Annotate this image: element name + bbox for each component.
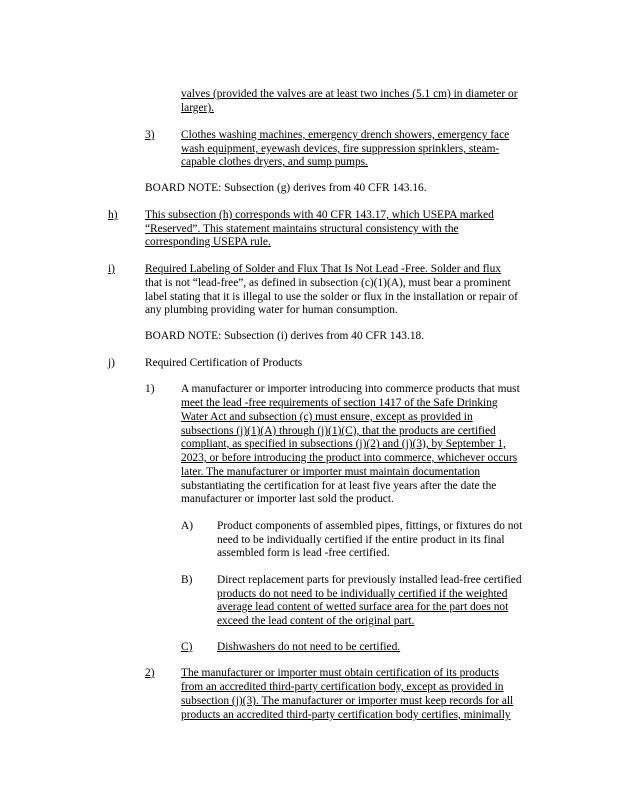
- j-1-line-5: compliant, as specified in subsections (j)(2) and (j)(3), by September 1,: [181, 438, 506, 450]
- i-line-4: any plumbing providing water for human consumption.: [145, 304, 398, 316]
- j-1-A-line-3: assembled form is lead -free certified.: [217, 547, 390, 559]
- g-2-line-2: larger).: [181, 102, 214, 114]
- j-1-C-label: C): [181, 641, 193, 653]
- j-1-B-line-1: Direct replacement parts for previously installed lead-free certified: [217, 574, 522, 586]
- g-board-note: BOARD NOTE: Subsection (g) derives from 40 CFR 143.16.: [145, 182, 427, 194]
- g-3-line-3: capable clothes dryers, and sump pumps.: [181, 156, 368, 168]
- j-1-B-label: B): [181, 574, 193, 586]
- h-line-2: “Reserved”. This statement maintains structural consistency with the: [145, 223, 459, 235]
- g-3-line-1: Clothes washing machines, emergency drench showers, emergency face: [181, 129, 510, 141]
- j-2-line-1: The manufacturer or importer must obtain certification of its products: [181, 667, 499, 679]
- i-label: i): [108, 263, 115, 275]
- j-1-B-line-2: products do not need to be individually certified if the weighted: [217, 588, 508, 600]
- j-1-line-4: subsections (j)(1)(A) through (j)(1)(C), that the products are certified: [181, 425, 496, 437]
- j-1-C-line-1: Dishwashers do not need to be certified.: [217, 641, 401, 653]
- j-1-A-line-1: Product components of assembled pipes, fittings, or fixtures do not: [217, 520, 523, 532]
- h-label: h): [108, 209, 118, 221]
- j-2-line-3: subsection (j)(3). The manufacturer or importer must keep records for all: [181, 695, 514, 707]
- j-1-line-3: Water Act and subsection (c) must ensure, except as provided in: [181, 411, 473, 423]
- j-1-line-8: substantiating the certification for at least five years after the date the: [181, 480, 497, 492]
- j-heading: Required Certification of Products: [145, 357, 303, 369]
- j-1-label: 1): [145, 383, 155, 395]
- j-2-line-4: products an accredited third-party certification body certifies, minimally: [181, 709, 511, 721]
- g-3-label: 3): [145, 129, 155, 141]
- g-2-line-1: valves (provided the valves are at least two inches (5.1 cm) in diameter or: [181, 88, 518, 100]
- j-1-B-line-3: average lead content of wetted surface area for the part does not: [217, 601, 509, 613]
- j-2-label: 2): [145, 667, 155, 679]
- j-1-line-2: meet the lead -free requirements of section 1417 of the Safe Drinking: [181, 397, 498, 409]
- j-label: j): [108, 357, 115, 369]
- j-1-line-6: 2023, or before introducing the product into commerce, whichever occurs: [181, 452, 518, 464]
- j-2-line-2: from an accredited third-party certification body, except as provided in: [181, 681, 504, 693]
- i-line-3: label stating that it is illegal to use the solder or flux in the installation or repair of: [145, 291, 518, 303]
- i-line-1: Required Labeling of Solder and Flux That Is Not Lead -Free. Solder and flux: [145, 263, 501, 275]
- h-line-3: corresponding USEPA rule.: [145, 236, 271, 248]
- j-1-line-1: A manufacturer or importer introducing into commerce products that must: [181, 383, 520, 395]
- j-1-line-9: manufacturer or importer last sold the product.: [181, 493, 394, 505]
- g-3-line-2: wash equipment, eyewash devices, fire suppression sprinklers, steam-: [181, 143, 500, 155]
- i-board-note: BOARD NOTE: Subsection (i) derives from 40 CFR 143.18.: [145, 330, 425, 342]
- h-line-1: This subsection (h) corresponds with 40 CFR 143.17, which USEPA marked: [145, 209, 494, 221]
- j-1-A-line-2: need to be individually certified if the entire product in its final: [217, 534, 505, 546]
- j-1-line-7: later. The manufacturer or importer must maintain documentation: [181, 466, 481, 478]
- i-line-2: that is not “lead-free”, as defined in subsection (c)(1)(A), must bear a prominent: [145, 277, 511, 289]
- j-1-B-line-4: exceed the lead content of the original part.: [217, 615, 415, 627]
- j-1-A-label: A): [181, 520, 194, 532]
